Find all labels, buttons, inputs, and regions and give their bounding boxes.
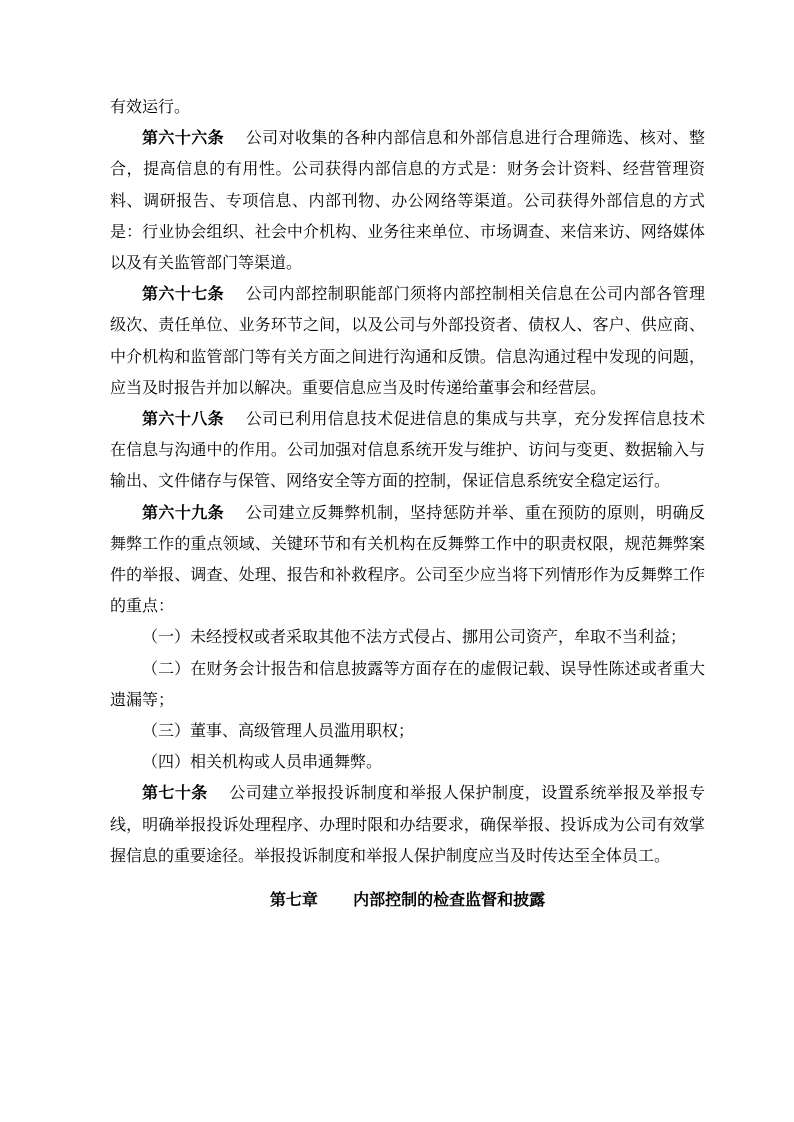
article-body: 公司已利用信息技术促进信息的集成与共享，充分发挥信息技术在信息与沟通中的作用。公司加强对信息系统开发与维护、访问与变更、数据输入与输出、文件储存与保管、网络安全等方面的控制，保证信息系统安全稳定运行。 xyxy=(110,411,705,491)
chapter-title: 内部控制的检查监督和披露 xyxy=(353,892,546,910)
article-body: 公司建立举报投诉制度和举报人保护制度，设置系统举报及举报专线，明确举报投诉处理程序、办理时限和办结要求，确保举报、投诉成为公司有效掌握信息的重要途径。举报投诉制度和举报人保护制度应当及时传达至全体员工。 xyxy=(110,785,705,865)
article-body: 公司内部控制职能部门须将内部控制相关信息在公司内部各管理级次、责任单位、业务环节之间，以及公司与外部投资者、债权人、客户、供应商、中介机构和监管部门等有关方面之间进行沟通和反馈。信息沟通过程中发现的问题，应当及时报告并加以解决。重要信息应当及时传递给董事会和经营层。 xyxy=(110,286,705,397)
document-body xyxy=(110,92,705,916)
article-number: 第七十条 xyxy=(142,785,208,803)
list-item-text: （三）董事、高级管理人员滥用职权； xyxy=(142,723,415,741)
article-paragraph xyxy=(110,498,705,623)
list-item-paragraph xyxy=(110,654,705,716)
article-paragraph xyxy=(110,404,705,498)
article-paragraph xyxy=(110,778,705,872)
chapter-number: 第七章 xyxy=(269,892,318,910)
article-body: 公司对收集的各种内部信息和外部信息进行合理筛选、核对、整合，提高信息的有用性。公司获得内部信息的方式是：财务会计资料、经营管理资料、调研报告、专项信息、内部刊物、办公网络等渠道。公司获得外部信息的方式是：行业协会组织、社会中介机构、业务往来单位、市场调查、来信来访、网络媒体以及有关监管部门等渠道。 xyxy=(110,130,705,273)
article-paragraph xyxy=(110,279,705,404)
article-paragraph xyxy=(110,123,705,279)
list-item-text: （四）相关机构或人员串通舞弊。 xyxy=(142,754,383,772)
article-number: 第六十七条 xyxy=(142,286,225,304)
paragraph-text: 有效运行。 xyxy=(110,99,191,116)
article-body: 公司建立反舞弊机制，坚持惩防并举、重在预防的原则，明确反舞弊工作的重点领域、关键环节和有关机构在反舞弊工作中的职责权限，规范舞弊案件的举报、调查、处理、报告和补救程序。公司至少应当将下列情形作为反舞弊工作的重点： xyxy=(110,504,705,616)
paragraph-continuation xyxy=(110,92,705,123)
article-number: 第六十六条 xyxy=(142,130,225,148)
article-number: 第六十九条 xyxy=(142,504,225,522)
list-item-text: （二）在财务会计报告和信息披露等方面存在的虚假记载、误导性陈述或者重大遗漏等； xyxy=(110,660,705,709)
list-item-paragraph xyxy=(110,622,705,653)
chapter-heading xyxy=(110,885,705,916)
list-item-paragraph xyxy=(110,747,705,778)
article-number: 第六十八条 xyxy=(142,411,225,429)
list-item-paragraph xyxy=(110,716,705,747)
list-item-text: （一）未经授权或者采取其他不法方式侵占、挪用公司资产，牟取不当利益； xyxy=(142,629,687,647)
